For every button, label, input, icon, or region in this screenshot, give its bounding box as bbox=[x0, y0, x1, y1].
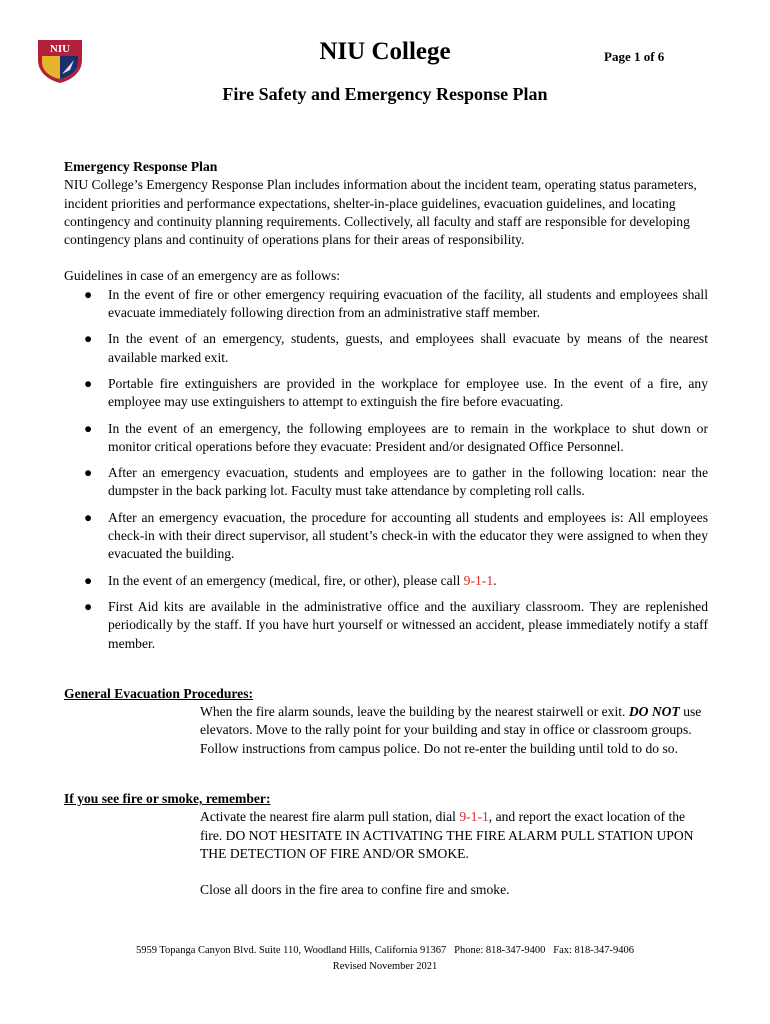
list-item: ● In the event of an emergency, students, guests, and employees shall evacuate by means of the nearest available marked exit. bbox=[84, 331, 708, 365]
bullet-icon: ● bbox=[84, 420, 93, 436]
bullet-icon: ● bbox=[84, 572, 93, 588]
list-item: ● Portable fire extinguishers are provided in the workplace for employee use. In the event of a fire, any employee may use extinguishers to attempt to extinguish the fire before evacuating. bbox=[84, 375, 708, 410]
evacuation-text: When the fire alarm sounds, leave the building by the nearest stairwell or exit. DO NOT use elevators. Move to the rally point for your building and stay in office or classroom groups. Follow instructions from campus police. Do not re-enter the building until told to do so. bbox=[200, 704, 702, 756]
bullet-icon: ● bbox=[84, 598, 93, 614]
guidelines-intro: Guidelines in case of an emergency are as follows: bbox=[64, 268, 341, 284]
emergency-number-link[interactable]: 9-1-1 bbox=[459, 809, 489, 825]
do-not-emphasis: DO NOT bbox=[628, 704, 680, 720]
document-title: Fire Safety and Emergency Response Plan bbox=[222, 84, 548, 104]
page-footer bbox=[0, 943, 770, 975]
bullet-icon: ● bbox=[84, 509, 93, 525]
list-item: ● First Aid kits are available in the administrative office and the auxiliary classroom. They are replenished periodically by the staff. If you have hurt yourself or witnessed an accident, please immediately notify a staff member. bbox=[84, 598, 708, 651]
document-body bbox=[64, 158, 708, 900]
guidelines-list bbox=[64, 286, 708, 653]
bullet-icon: ● bbox=[84, 375, 93, 391]
erp-heading: Emergency Response Plan bbox=[64, 159, 218, 174]
list-item: ● After an emergency evacuation, the procedure for accounting all students and employees is: All employees check-in with their direct supervisor, all student’s check-in with the educator they were assigned to when they evacuated the building. bbox=[84, 509, 708, 562]
college-title: NIU College bbox=[319, 38, 451, 65]
fire-smoke-text: Activate the nearest fire alarm pull station, dial 9-1-1, and report the exact location of the fire. DO NOT HESITATE IN ACTIVATING THE FIRE ALARM PULL STATION UPON THE DETECTION OF FIRE AND/OR SMOKE. bbox=[200, 809, 694, 861]
list-item: ● After an emergency evacuation, students and employees are to gather in the following location: near the dumpster in the back parking lot. Faculty must take attendance by completing roll calls. bbox=[84, 465, 708, 499]
erp-paragraph: NIU College’s Emergency Response Plan includes information about the incident team, operating status parameters, incident priorities and performance expectations, shelter-in-place guidelines, evacuation guidelines, and locating contingency and continuity planning requirements. Collectively, all faculty and staff are responsible for developing contingency plans and continuity of operations plans for their areas of responsibility. bbox=[64, 177, 697, 248]
list-item: ● In the event of an emergency, the following employees are to remain in the workplace to shut down or monitor critical operations before they evacuate: President and/or designated Office Personnel. bbox=[84, 420, 708, 454]
svg-text:NIU: NIU bbox=[49, 43, 71, 55]
emergency-number-link[interactable]: 9-1-1 bbox=[463, 572, 494, 588]
page-number: Page 1 of 6 bbox=[604, 49, 665, 64]
fire-smoke-heading: If you see fire or smoke, remember: bbox=[64, 791, 271, 807]
bullet-icon: ● bbox=[84, 331, 93, 347]
footer-revised: Revised November 2021 bbox=[332, 961, 438, 972]
list-item: ● In the event of an emergency (medical, fire, or other), please call 9-1-1. bbox=[64, 572, 708, 590]
list-item: ● In the event of fire or other emergency requiring evacuation of the facility, all students and employees shall evacuate immediately following direction from an administrative staff member. bbox=[84, 286, 708, 321]
close-doors-text: Close all doors in the fire area to confine fire and smoke. bbox=[200, 882, 510, 898]
bullet-icon: ● bbox=[84, 286, 93, 302]
bullet-icon: ● bbox=[84, 465, 93, 481]
evacuation-heading: General Evacuation Procedures: bbox=[64, 685, 254, 701]
footer-address: 5959 Topanga Canyon Blvd. Suite 110, Woodland Hills, California 91367 Phone: 818-347-9400 Fax: 818-347-9406 bbox=[135, 945, 635, 956]
